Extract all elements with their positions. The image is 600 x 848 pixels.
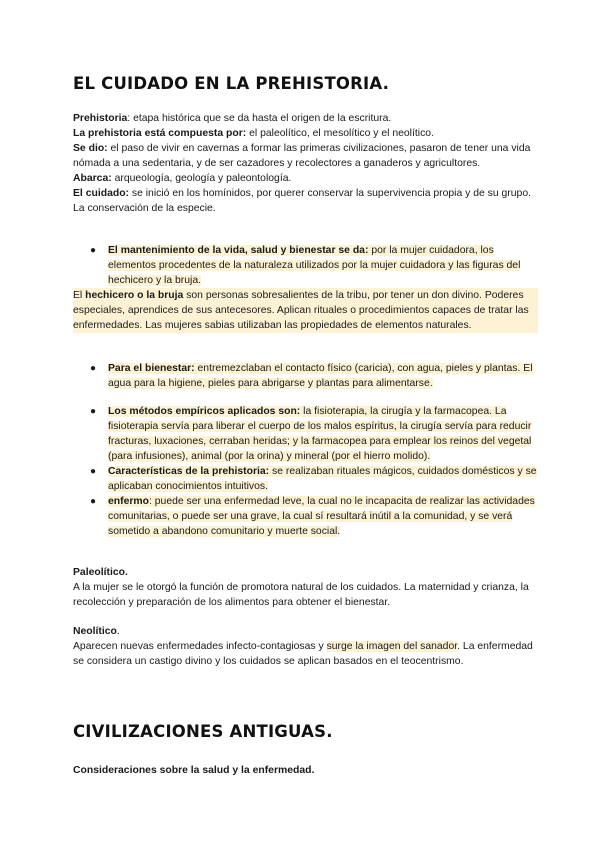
intro-prehistoria bbox=[73, 111, 538, 126]
section-title-civilizaciones: CIVILIZACIONES ANTIGUAS. bbox=[73, 722, 333, 741]
bullet-icon: ● bbox=[90, 496, 97, 507]
neolitico-highlight: surge la imagen del sanador bbox=[326, 641, 458, 652]
bullet-text: entremezclaban el contacto físico (caricia), con agua, pieles y plantas. El agua para la higiene, pieles para abrigarse y plantas para alimentarse. bbox=[108, 363, 533, 389]
bullet-label: Características de la prehistoria: bbox=[108, 466, 270, 477]
list-item bbox=[73, 361, 538, 391]
paleolitico-text: A la mujer se le otorgó la función de promotora natural de los cuidados. La maternidad y crianza, la recolección y preparación de los alimentos para obtener el bienestar. bbox=[73, 582, 529, 608]
intro-text: arqueología, geología y paleontología. bbox=[111, 173, 292, 184]
paleolitico-block bbox=[73, 565, 538, 610]
neolitico-text-a: Aparecen nuevas enfermedades infecto-contagiosas y bbox=[73, 641, 327, 652]
section-title-prehistoria: EL CUIDADO EN LA PREHISTORIA. bbox=[73, 74, 390, 93]
bullet-label: Para el bienestar: bbox=[108, 363, 195, 374]
hechicero-label: hechicero o la bruja bbox=[85, 290, 184, 301]
intro-text: : etapa histórica que se da hasta el origen de la escritura. bbox=[127, 113, 392, 124]
bullet-icon: ● bbox=[90, 245, 97, 256]
subtitle-consideraciones: Consideraciones sobre la salud y la enfermedad. bbox=[73, 765, 315, 776]
bullet-label: Los métodos empíricos aplicados son: bbox=[108, 406, 301, 417]
intro-se-dio bbox=[73, 141, 538, 171]
bullet-text: por la mujer cuidadora, los elementos procedentes de la naturaleza utilizados por la mujer cuidadora y las figuras del hechicero y la bruja. bbox=[108, 245, 521, 286]
intro-text: el paleolítico, el mesolítico y el neolítico. bbox=[246, 128, 434, 139]
bullet-block-1 bbox=[73, 243, 538, 333]
bullet-text: la fisioterapia, la cirugía y la farmacopea. La fisioterapia servía para liberar el cuerpo de los malos espíritus, la cirugía servía para reducir fracturas, luxaciones, cerraban heridas; y la farmacopea para emplear los reinos del vegetal (para infusiones), animal (por la orina) y mineral (por el hierro molido). bbox=[108, 406, 532, 462]
bullet-icon: ● bbox=[90, 363, 97, 374]
neolitico-heading-dot: . bbox=[116, 626, 120, 637]
list-item bbox=[73, 464, 538, 494]
bullet-text: se realizaban rituales mágicos, cuidados domésticos y se aplicaban conocimientos intuitivos. bbox=[108, 466, 537, 492]
hechicero-text: son personas sobresalientes de la tribu, por tener un don divino. Poderes especiales, aprendices de sus antecesores. Aplican rituales o procedimientos capaces de tratar las enfermedades. Las mujeres sabias utilizaban las propiedades de elementos naturales. bbox=[73, 290, 529, 331]
intro-text: se inició en los homínidos, por querer conservar la supervivencia propia y de su grupo. La conservación de la especie. bbox=[73, 188, 531, 214]
neolitico-text bbox=[73, 639, 538, 669]
bullet-icon: ● bbox=[90, 406, 97, 417]
bullet-label: enfermo bbox=[108, 496, 149, 507]
intro-block bbox=[73, 111, 538, 216]
intro-label: Abarca: bbox=[73, 173, 112, 184]
neolitico-block bbox=[73, 624, 538, 669]
list-item bbox=[73, 404, 538, 464]
neolitico-heading-line bbox=[73, 624, 538, 639]
intro-label: El cuidado: bbox=[73, 188, 129, 199]
intro-abarca bbox=[73, 171, 538, 186]
bullet-block-3 bbox=[73, 404, 538, 539]
neolitico-text-b: . La enfermedad se considera un castigo divino y los cuidados se aplican basados en el teocentrismo. bbox=[73, 641, 533, 667]
bullet-text: : puede ser una enfermedad leve, la cual no le incapacita de realizar las actividades comunitarias, o puede ser una grave, la cual sí resultará inútil a la comunidad, y se verá sometido a abandono comunitario y muerte social. bbox=[108, 496, 535, 537]
hechicero-paragraph bbox=[73, 288, 538, 333]
intro-label: Prehistoria bbox=[73, 113, 128, 124]
intro-label: Se dio: bbox=[73, 143, 108, 154]
neolitico-heading: Neolítico bbox=[73, 626, 117, 637]
bullet-icon: ● bbox=[90, 466, 97, 477]
bullet-label: El mantenimiento de la vida, salud y bienestar se da: bbox=[108, 245, 369, 256]
list-item bbox=[73, 494, 538, 539]
intro-cuidado bbox=[73, 186, 538, 216]
intro-label: La prehistoria está compuesta por: bbox=[73, 128, 247, 139]
bullet-block-2 bbox=[73, 361, 538, 391]
paleolitico-heading: Paleolítico. bbox=[73, 567, 128, 578]
hechicero-pre: El bbox=[73, 290, 86, 301]
intro-compuesta bbox=[73, 126, 538, 141]
intro-text: el paso de vivir en cavernas a formar las primeras civilizaciones, pasaron de tener una vida nómada a una sedentaria, y de ser cazadores y recolectores a ganaderos y agricultores. bbox=[73, 143, 531, 169]
subtitle-block bbox=[73, 763, 538, 778]
list-item bbox=[73, 243, 538, 288]
